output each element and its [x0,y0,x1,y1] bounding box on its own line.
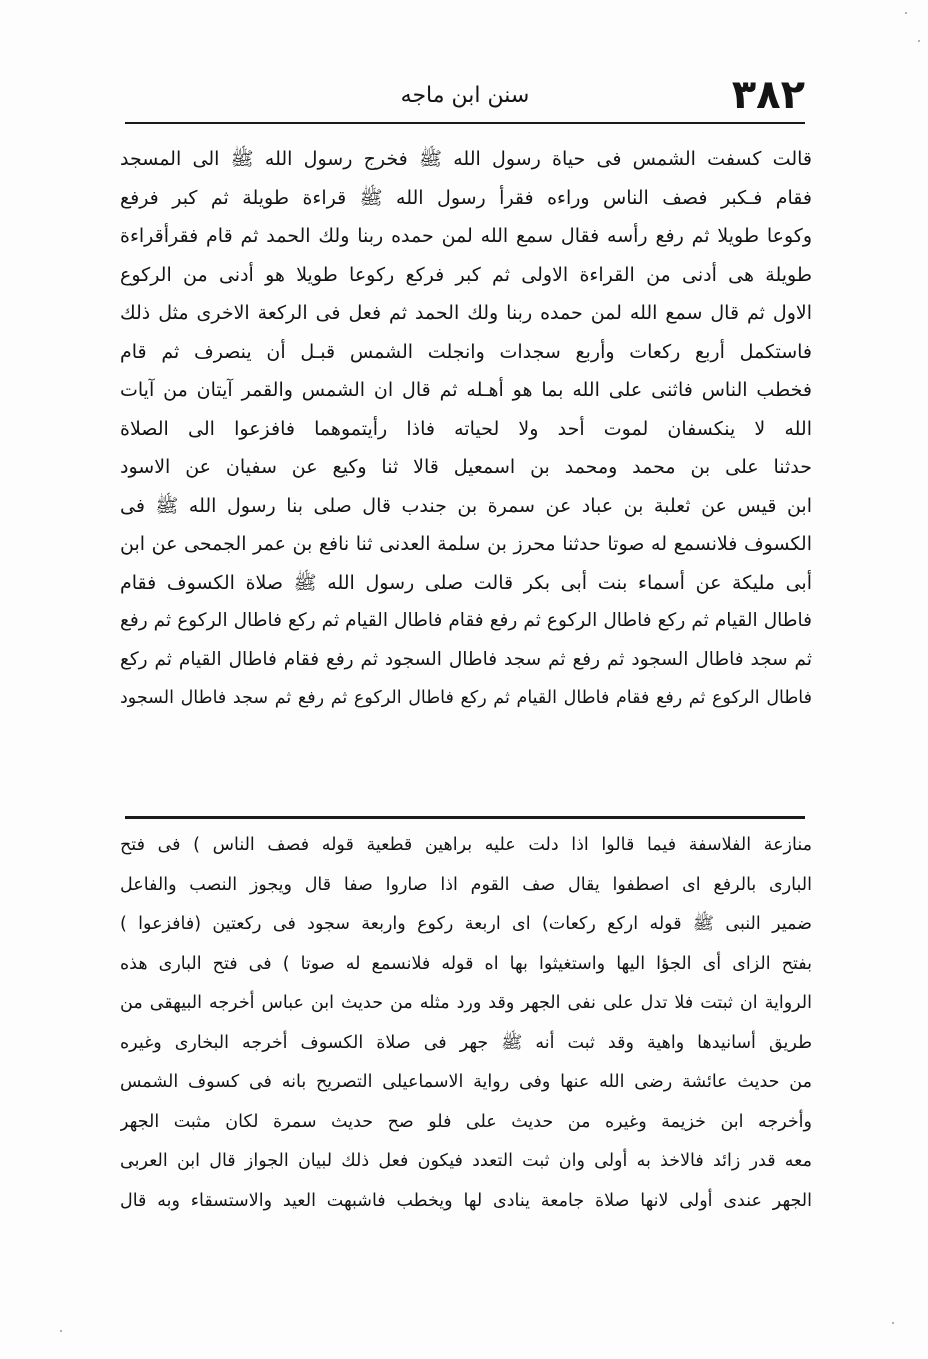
header-rule [125,122,805,124]
note-line: وأخرجه ابن خزيمة وغيره من حديث على فلو صح حديث سمرة لكان مثبت الجهر [120,1111,812,1132]
note-line: الرواية ان ثبتت فلا تدل على نفى الجهر وقد ورد مثله من حديث ابن عباس أخرجه البيهقى من [120,993,812,1013]
main-line: فاطال القيام ثم ركع فاطال الركوع ثم رفع فقام فاطال القيام ثم ركع فاطال الركوع ثم رفع [120,610,812,631]
main-line: وكوعا طويلا ثم رفع رأسه فقال سمع الله لمن حمده ربنا ولك الحمد ثم قام فقرأقراءة [120,225,812,247]
main-text [120,140,812,718]
main-line: قالت كسفت الشمس فى حياة رسول الله ﷺ فخرج رسول الله ﷺ الى المسجد [120,148,812,170]
main-line: فقام فـكبر فصف الناس وراءه فقرأ رسول الله ﷺ قراءة طويلة ثم كبر فرفع [120,186,812,209]
page-header [125,70,805,120]
paper-speck [905,12,907,14]
note-line: منازعة الفلاسفة فيما قالوا اذا دلت عليه براهين قطعية قوله فصف الناس ) فى فتح [120,835,812,855]
commentary-notes [120,826,812,1221]
main-line: الكسوف فلانسمع له صوتا حدثنا محرز بن سلمة العدنى ثنا نافع بن عمر الجمحى عن ابن [120,533,812,555]
paper-speck [892,1322,894,1324]
footnote-separator [125,816,805,819]
note-line: طريق أسانيدها واهية وقد ثبت أنه ﷺ جهر فى صلاة الكسوف أخرجه البخارى وغيره [120,1032,812,1053]
note-line: معه قدر زائد فالاخذ به أولى وان ثبت التعدد فيكون فعل ذلك لبيان الجواز قال ابن العربى [120,1151,812,1171]
note-line: بفتح الزاى أى الجؤا اليها واستغيثوا بها اه قوله فلانسمع له صوتا ) فى فتح البارى هذه [120,953,812,974]
main-line: فاطال الركوع ثم رفع فقام فاطال القيام ثم ركع فاطال الركوع ثم رفع ثم سجد فاطال السجود [120,688,812,708]
main-line: طويلة هى أدنى من القراءة الاولى ثم كبر فركع ركوعا طويلا هو أدنى من الركوع [120,263,812,286]
main-line: فاستكمل أربع ركعات وأربع سجدات وانجلت الشمس قبـل أن ينصرف ثم قام [120,340,812,363]
note-line: البارى بالرفع اى اصطفوا يقال صف القوم اذا صاروا صفا قال ويجوز النصب والفاعل [120,874,812,895]
note-line: ضمير النبى ﷺ قوله اركع ركعات) اى اربعة ركوع واربعة سجود فى ركعتين (فافزعوا ) [120,914,812,934]
paper-speck [918,40,920,42]
main-line: حدثنا على بن محمد ومحمد بن اسمعيل قالا ثنا وكيع عن سفيان عن الاسود [120,456,812,478]
paper-speck [60,1330,62,1332]
note-line: الجهر عندى أولى لانها صلاة جامعة ينادى لها ويخطب فاشبهت العيد والاستسقاء وبه قال [120,1190,812,1211]
main-line: الله لا ينكسفان لموت أحد ولا لحياته فاذا رأيتموهما فافزعوا الى الصلاة [120,417,812,440]
main-line: ثم سجد فاطال السجود ثم رفع ثم سجد فاطال السجود ثم رفع فقام فاطال القيام ثم ركع [120,648,812,670]
page-number: ٣٨٢ [731,72,805,118]
main-line: الاول ثم قال سمع الله لمن حمده ربنا ولك الحمد ثم فعل فى الركعة الاخرى مثل ذلك [120,302,812,324]
main-line: ابن قيس عن ثعلبة بن عباد عن سمرة بن جندب قال صلى بنا رسول الله ﷺ فى [120,494,812,517]
main-line: أبى مليكة عن أسماء بنت أبى بكر قالت صلى رسول الله ﷺ صلاة الكسوف فقام [120,571,812,594]
note-line: من حديث عائشة رضى الله عنها وفى رواية الاسماعيلى التصريح بانه فى كسوف الشمس [120,1072,812,1092]
main-line: فخطب الناس فاثنى على الله بما هو أهـله ثم قال ان الشمس والقمر آيتان من آيات [120,379,812,401]
running-title: سنن ابن ماجه [400,83,530,108]
